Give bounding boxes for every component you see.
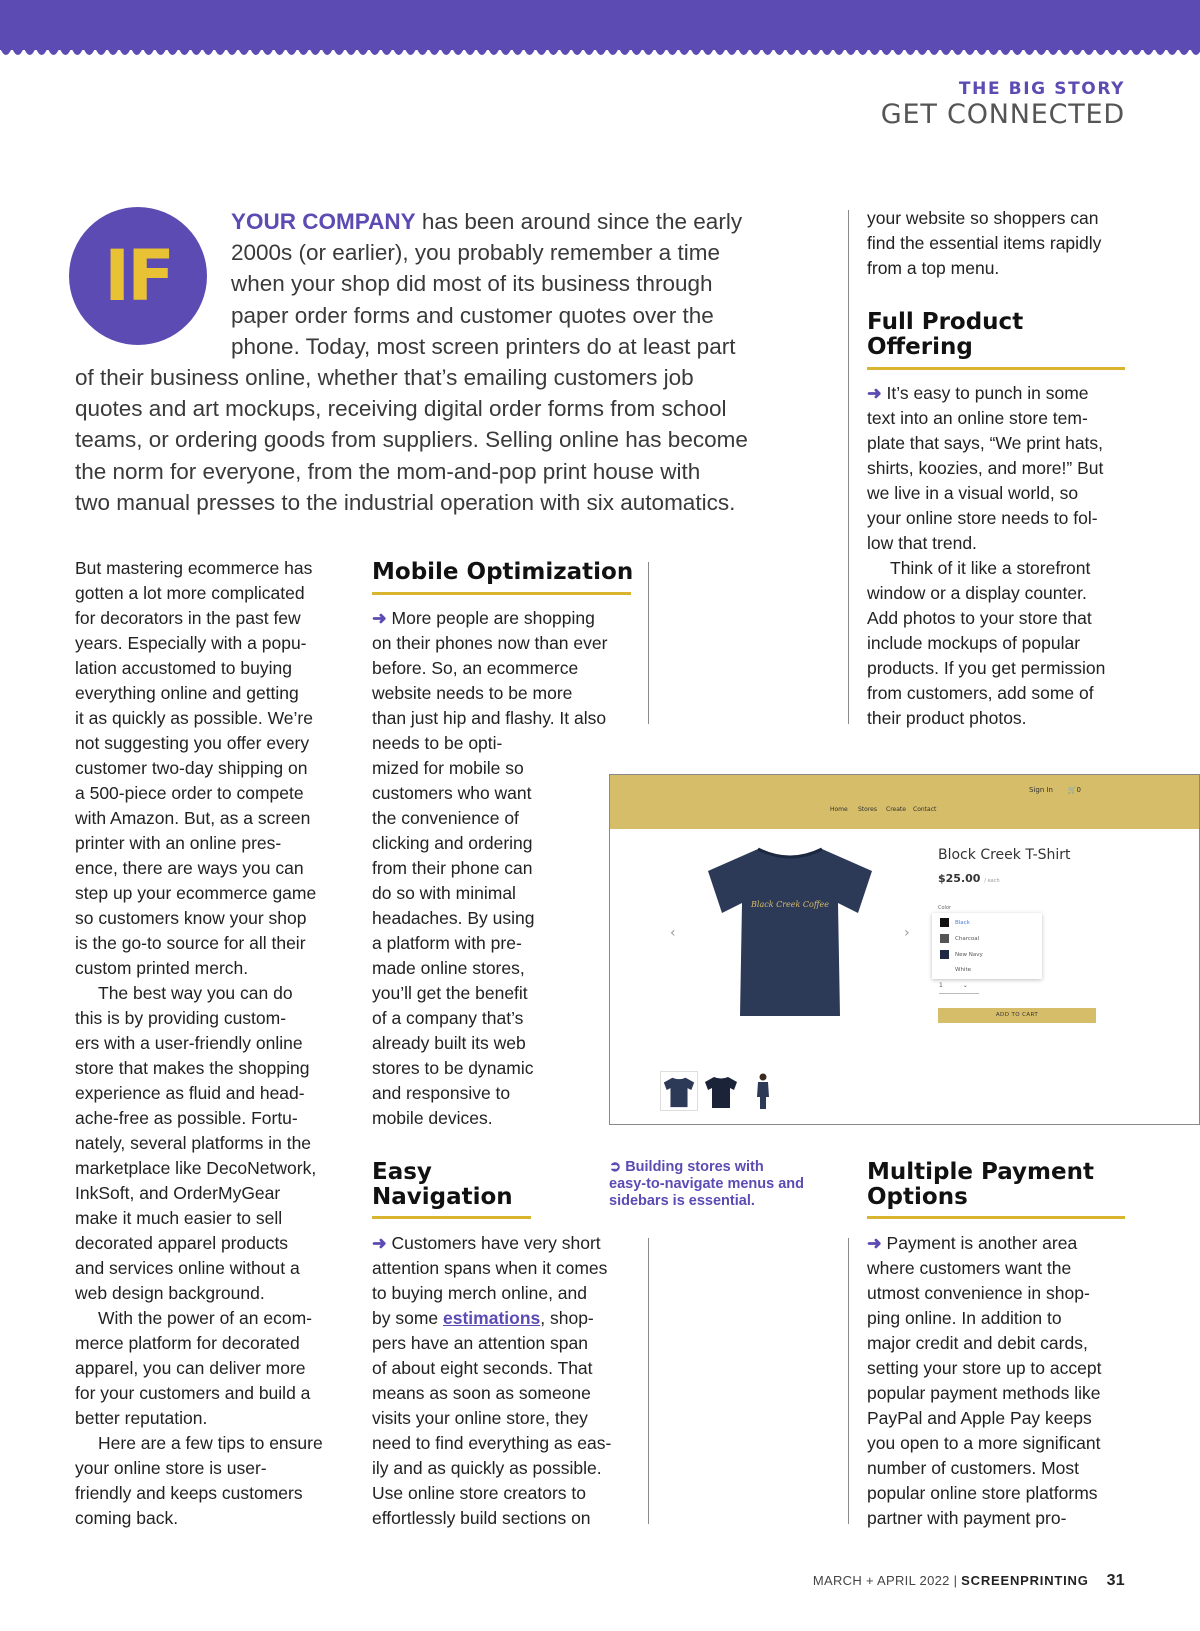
text-line: for your customers and build a	[75, 1383, 311, 1403]
text-line: this is by providing custom-	[75, 1008, 287, 1028]
text-line: store that makes the shopping	[75, 1058, 310, 1078]
text-line: experience as fluid and head-	[75, 1083, 305, 1103]
heading-underline	[867, 1216, 1125, 1219]
body-easy-navigation: ➜ Customers have very short attention spans when it comes to buying merch online, and by some estimations, shop- pers have an attention span of about eight seconds. That means as soon as someone visits your online store, they need to find everything as eas- ily and as quickly as possible. Use online store creators to effortlessly build sections on	[372, 1231, 611, 1531]
intro-paragraph-continued	[75, 362, 748, 518]
intro-line: 2000s (or earlier), you probably remember a time	[231, 240, 720, 266]
text-line: include mockups of popular	[867, 633, 1081, 653]
heading-full-product-offering: Full Product Offering	[867, 309, 1024, 360]
text-line: popular online store platforms	[867, 1483, 1098, 1503]
intro-strong: YOUR COMPANY	[231, 209, 416, 234]
thumbnail-front	[660, 1071, 698, 1111]
text-line: text into an online store tem-	[867, 408, 1088, 428]
text-line: Think of it like a storefront	[890, 558, 1091, 578]
text-line: printer with an online pres-	[75, 833, 282, 853]
text-line: ache-free as possible. Fortu-	[75, 1108, 298, 1128]
text-line: With the power of an ecom-	[98, 1308, 312, 1328]
text-line: decorated apparel products	[75, 1233, 289, 1253]
text-line: The best way you can do	[98, 983, 293, 1003]
text-line: headaches. By using	[372, 908, 535, 928]
thumbnail-back	[702, 1071, 740, 1111]
text-line: ence, there are ways you can	[75, 858, 304, 878]
heading-underline	[867, 367, 1125, 370]
text-line: coming back.	[75, 1508, 179, 1528]
scalloped-edge	[0, 48, 1200, 60]
arrow-right-icon: ➜	[372, 608, 392, 628]
figure-caption: ➲ Building stores with easy-to-navigate menus and sidebars is essential.	[609, 1159, 804, 1209]
text-line: Add photos to your store that	[867, 608, 1092, 628]
column-rule	[648, 562, 649, 724]
intro-line: quotes and art mockups, receiving digital order forms from school	[75, 396, 727, 422]
text-line: plate that says, “We print hats,	[867, 433, 1104, 453]
text-line: major credit and debit cards,	[867, 1333, 1088, 1353]
section-title: GET CONNECTED	[880, 99, 1125, 130]
text-line: products. If you get permission	[867, 658, 1106, 678]
text-line: a platform with pre-	[372, 933, 522, 953]
text-line: for decorators in the past few	[75, 608, 301, 628]
text-line: so customers know your shop	[75, 908, 307, 928]
text-line: ily and as quickly as possible.	[372, 1458, 602, 1478]
text-line: you’ll get the benefit	[372, 983, 528, 1003]
text-line: years. Especially with a popu-	[75, 633, 307, 653]
text-line: custom printed merch.	[75, 958, 249, 978]
text-line: your online store needs to fol-	[867, 508, 1098, 528]
intro-line: phone. Today, most screen printers do at least part	[231, 333, 736, 359]
heading-multiple-payment-options: Multiple Payment Options	[867, 1159, 1094, 1210]
text-line: Use online store creators to	[372, 1483, 586, 1503]
text-line: find the essential items rapidly	[867, 233, 1102, 253]
text-line: everything online and getting	[75, 683, 299, 703]
text-line: needs to be opti-	[372, 733, 503, 753]
store-sign-in-link: Sign In	[1029, 786, 1053, 794]
heading-easy-navigation: Easy Navigation	[372, 1159, 513, 1210]
text-line: Here are a few tips to ensure	[98, 1433, 323, 1453]
intro-paragraph	[231, 206, 742, 362]
store-product-title: Block Creek T-Shirt	[938, 847, 1071, 863]
text-line: ➜ More people are shopping	[372, 608, 595, 628]
column-rule	[848, 210, 849, 724]
arrow-right-icon: ➜	[867, 383, 887, 403]
heading-mobile-optimization: Mobile Optimization	[372, 559, 634, 585]
text-line: But mastering ecommerce has	[75, 558, 313, 578]
text-line: the convenience of	[372, 808, 519, 828]
store-nav-home: Home	[830, 806, 848, 813]
text-line: website needs to be more	[372, 683, 573, 703]
text-line: do so with minimal	[372, 883, 516, 903]
text-line: pers have an attention span	[372, 1333, 588, 1353]
text-line: marketplace like DecoNetwork,	[75, 1158, 317, 1178]
t-shirt-image	[700, 841, 880, 1021]
text-line: PayPal and Apple Pay keeps	[867, 1408, 1092, 1428]
text-line: on their phones now than ever	[372, 633, 608, 653]
intro-line: teams, or ordering goods from suppliers. Selling online has become	[75, 427, 748, 453]
text-line: utmost convenience in shop-	[867, 1283, 1090, 1303]
store-screenshot	[609, 774, 1200, 1125]
chevron-left-icon: ‹	[670, 925, 676, 941]
page-footer	[813, 1572, 1125, 1590]
intro-line: the norm for everyone, from the mom-and-pop print house with	[75, 458, 701, 484]
text-line: stores to be dynamic	[372, 1058, 534, 1078]
text-line: ers with a user-friendly online	[75, 1033, 303, 1053]
text-line: of a company that’s	[372, 1008, 524, 1028]
text-line: from a top menu.	[867, 258, 1000, 278]
circle-arrow-icon: ➲	[609, 1159, 622, 1175]
text-line: means as soon as someone	[372, 1383, 591, 1403]
store-nav-stores: Stores	[858, 806, 877, 813]
store-color-label: Color	[938, 905, 952, 911]
issue-date: MARCH + APRIL 2022 |	[812, 1573, 958, 1588]
text-line: friendly and keeps customers	[75, 1483, 303, 1503]
text-line: and responsive to	[372, 1083, 511, 1103]
text-line: better reputation.	[75, 1408, 208, 1428]
intro-line: of their business online, whether that’s emailing customers job	[75, 365, 694, 390]
text-line: mobile devices.	[372, 1108, 493, 1128]
text-line: from customers, add some of	[867, 683, 1094, 703]
text-line: ➜ It’s easy to punch in some	[867, 383, 1089, 403]
store-add-to-cart: ADD TO CART	[938, 1008, 1096, 1023]
arrow-right-icon: ➜	[372, 1233, 387, 1253]
text-line: shirts, koozies, and more!” But	[867, 458, 1104, 478]
color-option: Charcoal	[940, 932, 979, 946]
estimations-link[interactable]: estimations	[443, 1308, 541, 1328]
text-line: we live in a visual world, so	[867, 483, 1079, 503]
text-line: popular payment methods like	[867, 1383, 1101, 1403]
column-rule	[648, 1238, 649, 1524]
intro-line: two manual presses to the industrial operation with six automatics.	[75, 489, 736, 515]
text-line: is the go-to source for all their	[75, 933, 306, 953]
color-option: Black	[940, 916, 970, 930]
store-product-price: $25.00 / each	[938, 872, 1000, 885]
body-column-left	[75, 556, 323, 1531]
intro-line: when your shop did most of its business through	[231, 271, 713, 297]
text-line: made online stores,	[372, 958, 525, 978]
text-line: need to find everything as eas-	[372, 1433, 612, 1453]
text-line: a 500-piece order to compete	[75, 783, 304, 803]
intro-line: paper order forms and customer quotes over the	[231, 302, 714, 328]
text-line: mized for mobile so	[372, 758, 524, 778]
text-line: web design background.	[75, 1283, 265, 1303]
top-band	[0, 0, 1200, 50]
text-line: gotten a lot more complicated	[75, 583, 305, 603]
text-line: apparel, you can deliver more	[75, 1358, 306, 1378]
text-line: ping online. In addition to	[867, 1308, 1062, 1328]
section-kicker: THE BIG STORY	[958, 79, 1125, 99]
store-color-dropdown	[932, 913, 1042, 979]
text-line: InkSoft, and OrderMyGear	[75, 1183, 281, 1203]
thumbnail-model	[744, 1071, 782, 1111]
body-right-top	[867, 206, 1101, 281]
text-line: visits your online store, they	[372, 1408, 588, 1428]
arrow-right-icon: ➜	[867, 1233, 887, 1253]
text-line: and services online without a	[75, 1258, 300, 1278]
text-line: merce platform for decorated	[75, 1333, 300, 1353]
text-line: step up your ecommerce game	[75, 883, 317, 903]
text-line: than just hip and flashy. It also	[372, 708, 607, 728]
store-nav-contact: Contact	[913, 806, 937, 813]
store-nav-create: Create	[886, 806, 906, 813]
text-line: effortlessly build sections on	[372, 1508, 591, 1528]
text-line: already built its web	[372, 1033, 526, 1053]
magazine-name: SCREENPRINTING	[961, 1573, 1089, 1588]
text-line: ➜ Payment is another area	[867, 1233, 1078, 1253]
body-multiple-payment-options	[867, 1231, 1101, 1531]
body-mobile-optimization	[372, 606, 607, 1131]
text-line: lation accustomed to buying	[75, 658, 292, 678]
chevron-right-icon: ›	[904, 925, 910, 941]
text-line: with Amazon. But, as a screen	[75, 808, 311, 828]
text-line: number of customers. Most	[867, 1458, 1080, 1478]
text-line: nately, several platforms in the	[75, 1133, 312, 1153]
text-line: you open to a more significant	[867, 1433, 1101, 1453]
text-line: window or a display counter.	[867, 583, 1087, 603]
cart-icon: 🛒	[1067, 786, 1077, 794]
text-line: your website so shoppers can	[867, 208, 1099, 228]
store-cart: 🛒0	[1067, 786, 1081, 794]
text-line: it as quickly as possible. We’re	[75, 708, 313, 728]
text-line: before. So, an ecommerce	[372, 658, 579, 678]
text-line: of about eight seconds. That	[372, 1358, 593, 1378]
text-line: setting your store up to accept	[867, 1358, 1102, 1378]
text-line: your online store is user-	[75, 1458, 267, 1478]
text-line: where customers want the	[867, 1258, 1072, 1278]
text-line: clicking and ordering	[372, 833, 533, 853]
text-line: make it much easier to sell	[75, 1208, 283, 1228]
color-option: White	[940, 963, 971, 977]
text-line: customers who want	[372, 783, 532, 803]
heading-underline	[372, 1216, 531, 1219]
text-line: their product photos.	[867, 708, 1027, 728]
store-quantity: 1 ⌄	[939, 982, 979, 994]
drop-cap: IF	[104, 235, 172, 317]
column-rule	[848, 1238, 849, 1524]
text-line: partner with payment pro-	[867, 1508, 1067, 1528]
text-line: customer two-day shipping on	[75, 758, 308, 778]
shirt-print-text: Black Creek Coffee	[751, 900, 829, 909]
body-full-product-offering	[867, 381, 1105, 731]
text-line: from their phone can	[372, 858, 533, 878]
page-number: 31	[1106, 1572, 1125, 1589]
store-header	[610, 775, 1199, 829]
heading-underline	[372, 592, 631, 595]
text-line: not suggesting you offer every	[75, 733, 310, 753]
chevron-down-icon: ⌄	[962, 982, 968, 989]
color-option: New Navy	[940, 948, 983, 962]
intro-line: YOUR COMPANY has been around since the early	[231, 209, 743, 234]
text-line: low that trend.	[867, 533, 977, 553]
